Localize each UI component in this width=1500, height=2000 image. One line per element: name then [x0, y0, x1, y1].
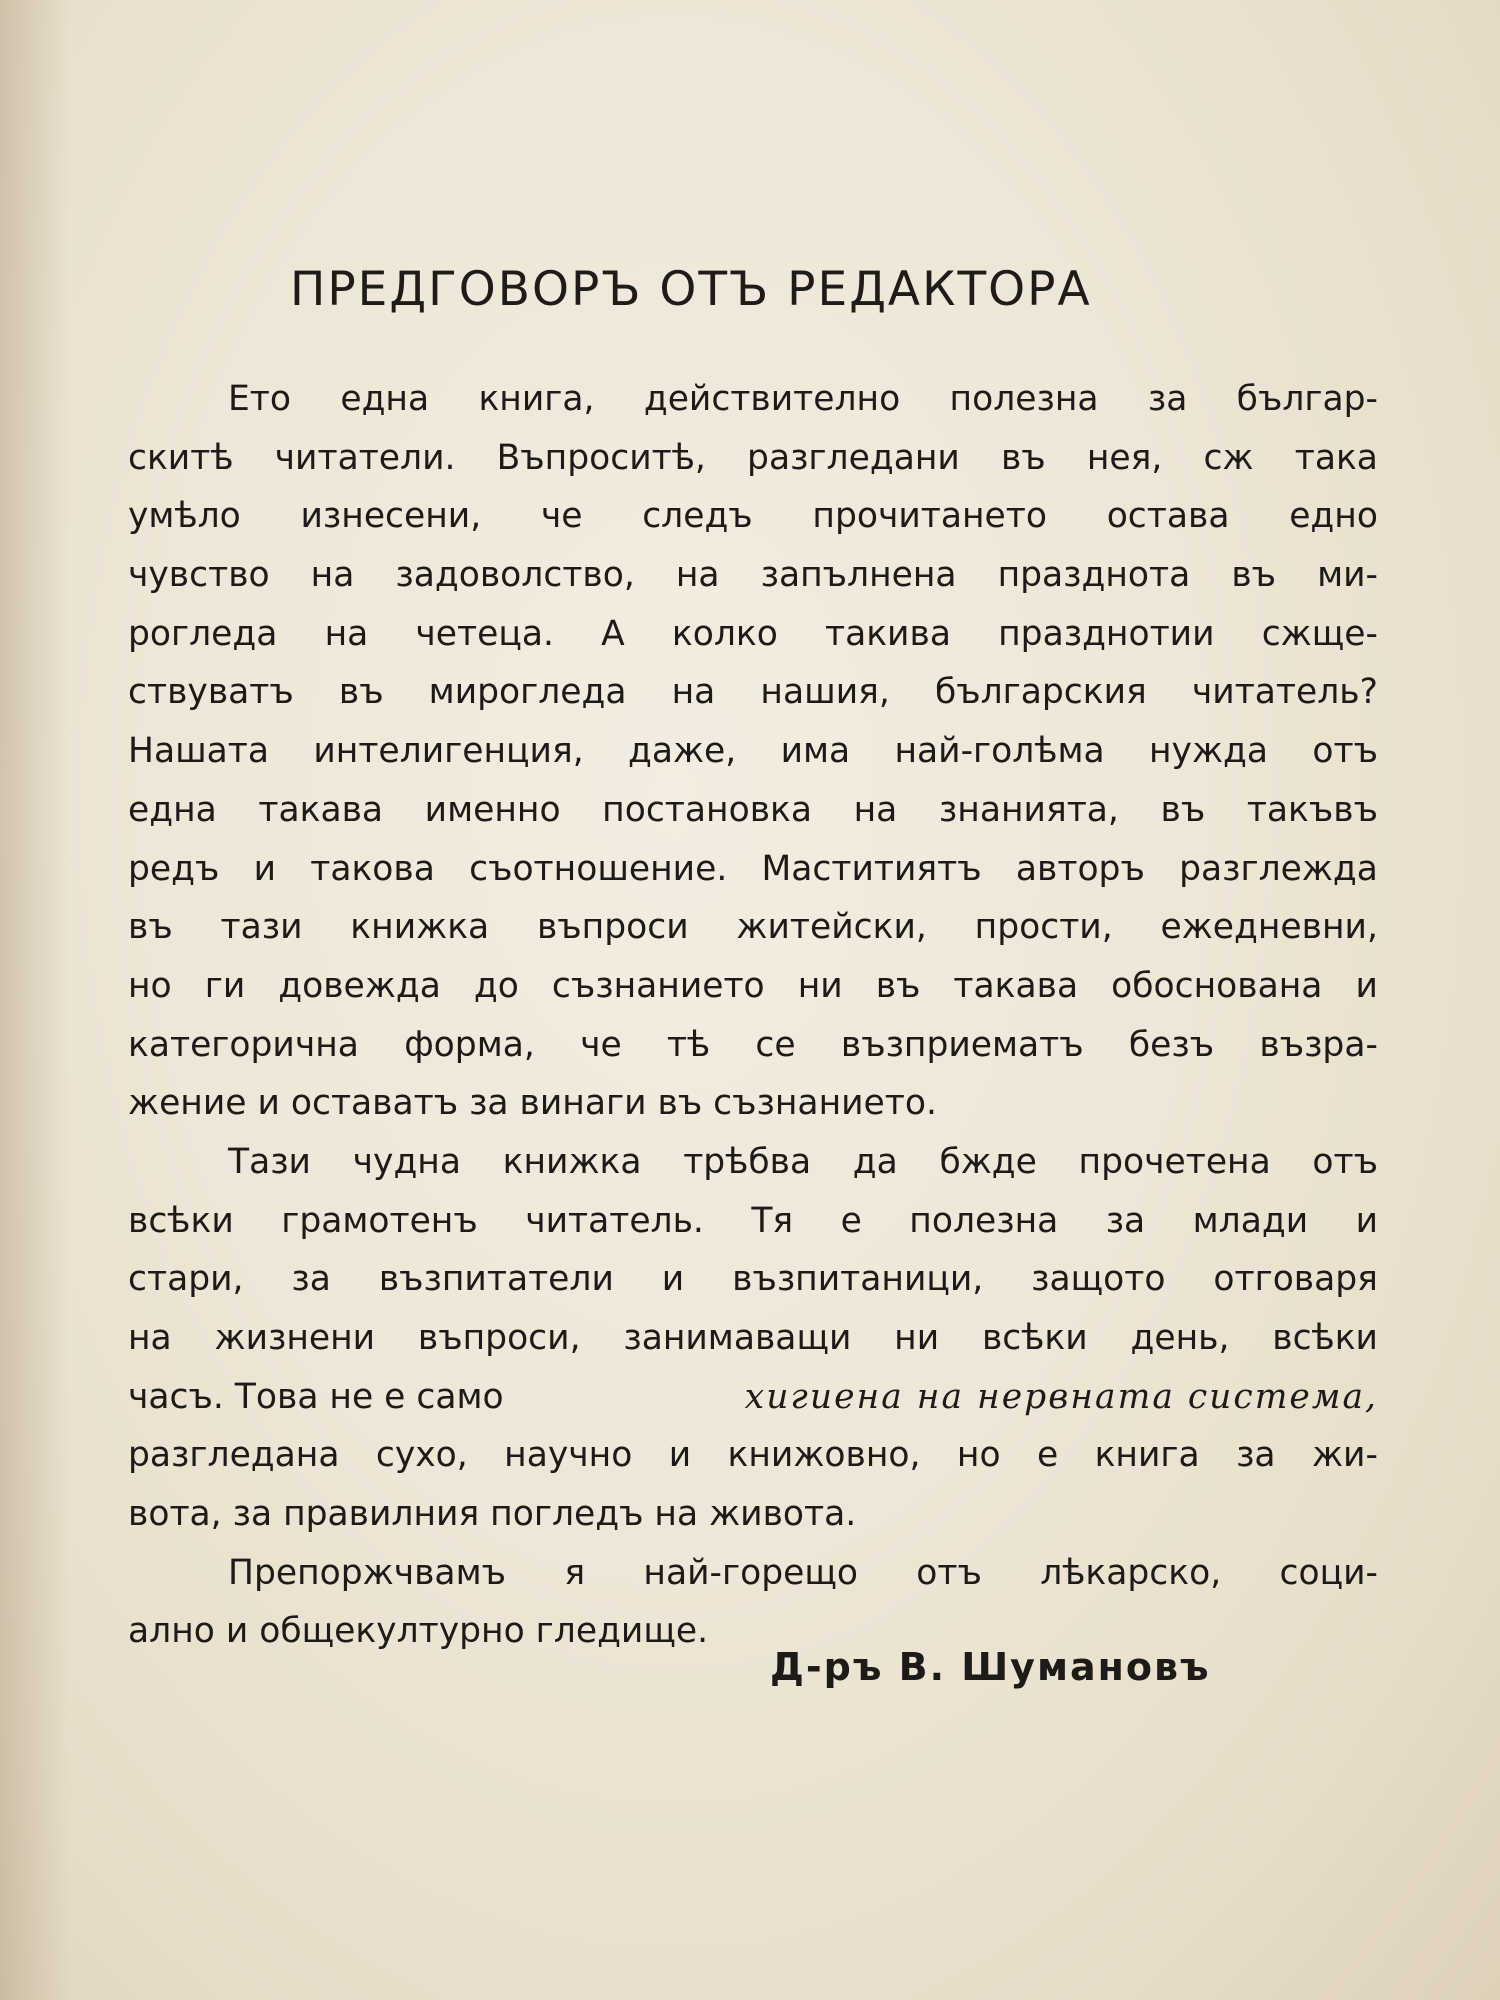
text-line: разгледана сухо, научно и книжовно, но е книга за жи-: [128, 1435, 1378, 1476]
text-line: една такава именно постановка на знанията, въ такъвъ: [128, 789, 1378, 830]
text-line: редъ и такова съотношение. Маститиятъ авторъ разглежда: [128, 848, 1378, 889]
body-text: [128, 370, 1378, 1661]
text-line: рогледа на четеца. А колко такива празднотии сжще-: [128, 613, 1378, 654]
text-line: всѣки грамотенъ читатель. Тя е полезна за млади и: [128, 1200, 1378, 1241]
text-line: Препоржчвамъ я най-горещо отъ лѣкарско, соци-: [228, 1552, 1378, 1593]
text-line-with-emphasis: [128, 1368, 1378, 1427]
text-line: ално и общекултурно гледище.: [128, 1611, 709, 1652]
text-line: Нашата интелигенция, даже, има най-голѣма нужда отъ: [128, 731, 1378, 772]
text-line: Ето една книга, действително полезна за българ-: [228, 379, 1378, 419]
text-line: стари, за възпитатели и възпитаници, защото отговаря: [128, 1259, 1378, 1300]
text-line: въ тази книжка въпроси житейски, прости, ежедневни,: [128, 907, 1378, 948]
page-title: ПРЕДГОВОРЪ ОТЪ РЕДАКТОРА: [290, 262, 1092, 317]
spine-shadow: [0, 0, 70, 2000]
text-line: категорична форма, че тѣ се възприематъ безъ възра-: [128, 1024, 1378, 1065]
text-line: умѣло изнесени, че следъ прочитането остава едно: [128, 496, 1378, 537]
italic-text: хигиена на нервната система: [744, 1376, 1366, 1417]
text-line: Тази чудна книжка трѣбва да бжде прочетена отъ: [228, 1141, 1378, 1182]
text-line: вота, за правилния погледъ на живота.: [128, 1494, 857, 1535]
text-line: скитѣ читатели. Въпроситѣ, разгледани въ нея, сж така: [128, 437, 1378, 478]
text-line: но ги довежда до съзнанието ни въ такава обоснована и: [128, 965, 1378, 1006]
text-line: чувство на задоволство, на запълнена празднота въ ми-: [128, 555, 1378, 596]
text-line: жение и оставатъ за винаги въ съзнанието.: [128, 1083, 937, 1124]
emphasized-phrase: [745, 1368, 1378, 1427]
signature: Д-ръ В. Шумановъ: [770, 1645, 1211, 1689]
text-segment: часъ. Това не е само: [128, 1376, 504, 1417]
text-line: ствуватъ въ мирогледа на нашия, българския читатель?: [128, 672, 1378, 713]
text-line: на жизнени въпроси, занимаващи ни всѣки день, всѣки: [128, 1318, 1378, 1358]
comma: ,: [1365, 1376, 1378, 1417]
